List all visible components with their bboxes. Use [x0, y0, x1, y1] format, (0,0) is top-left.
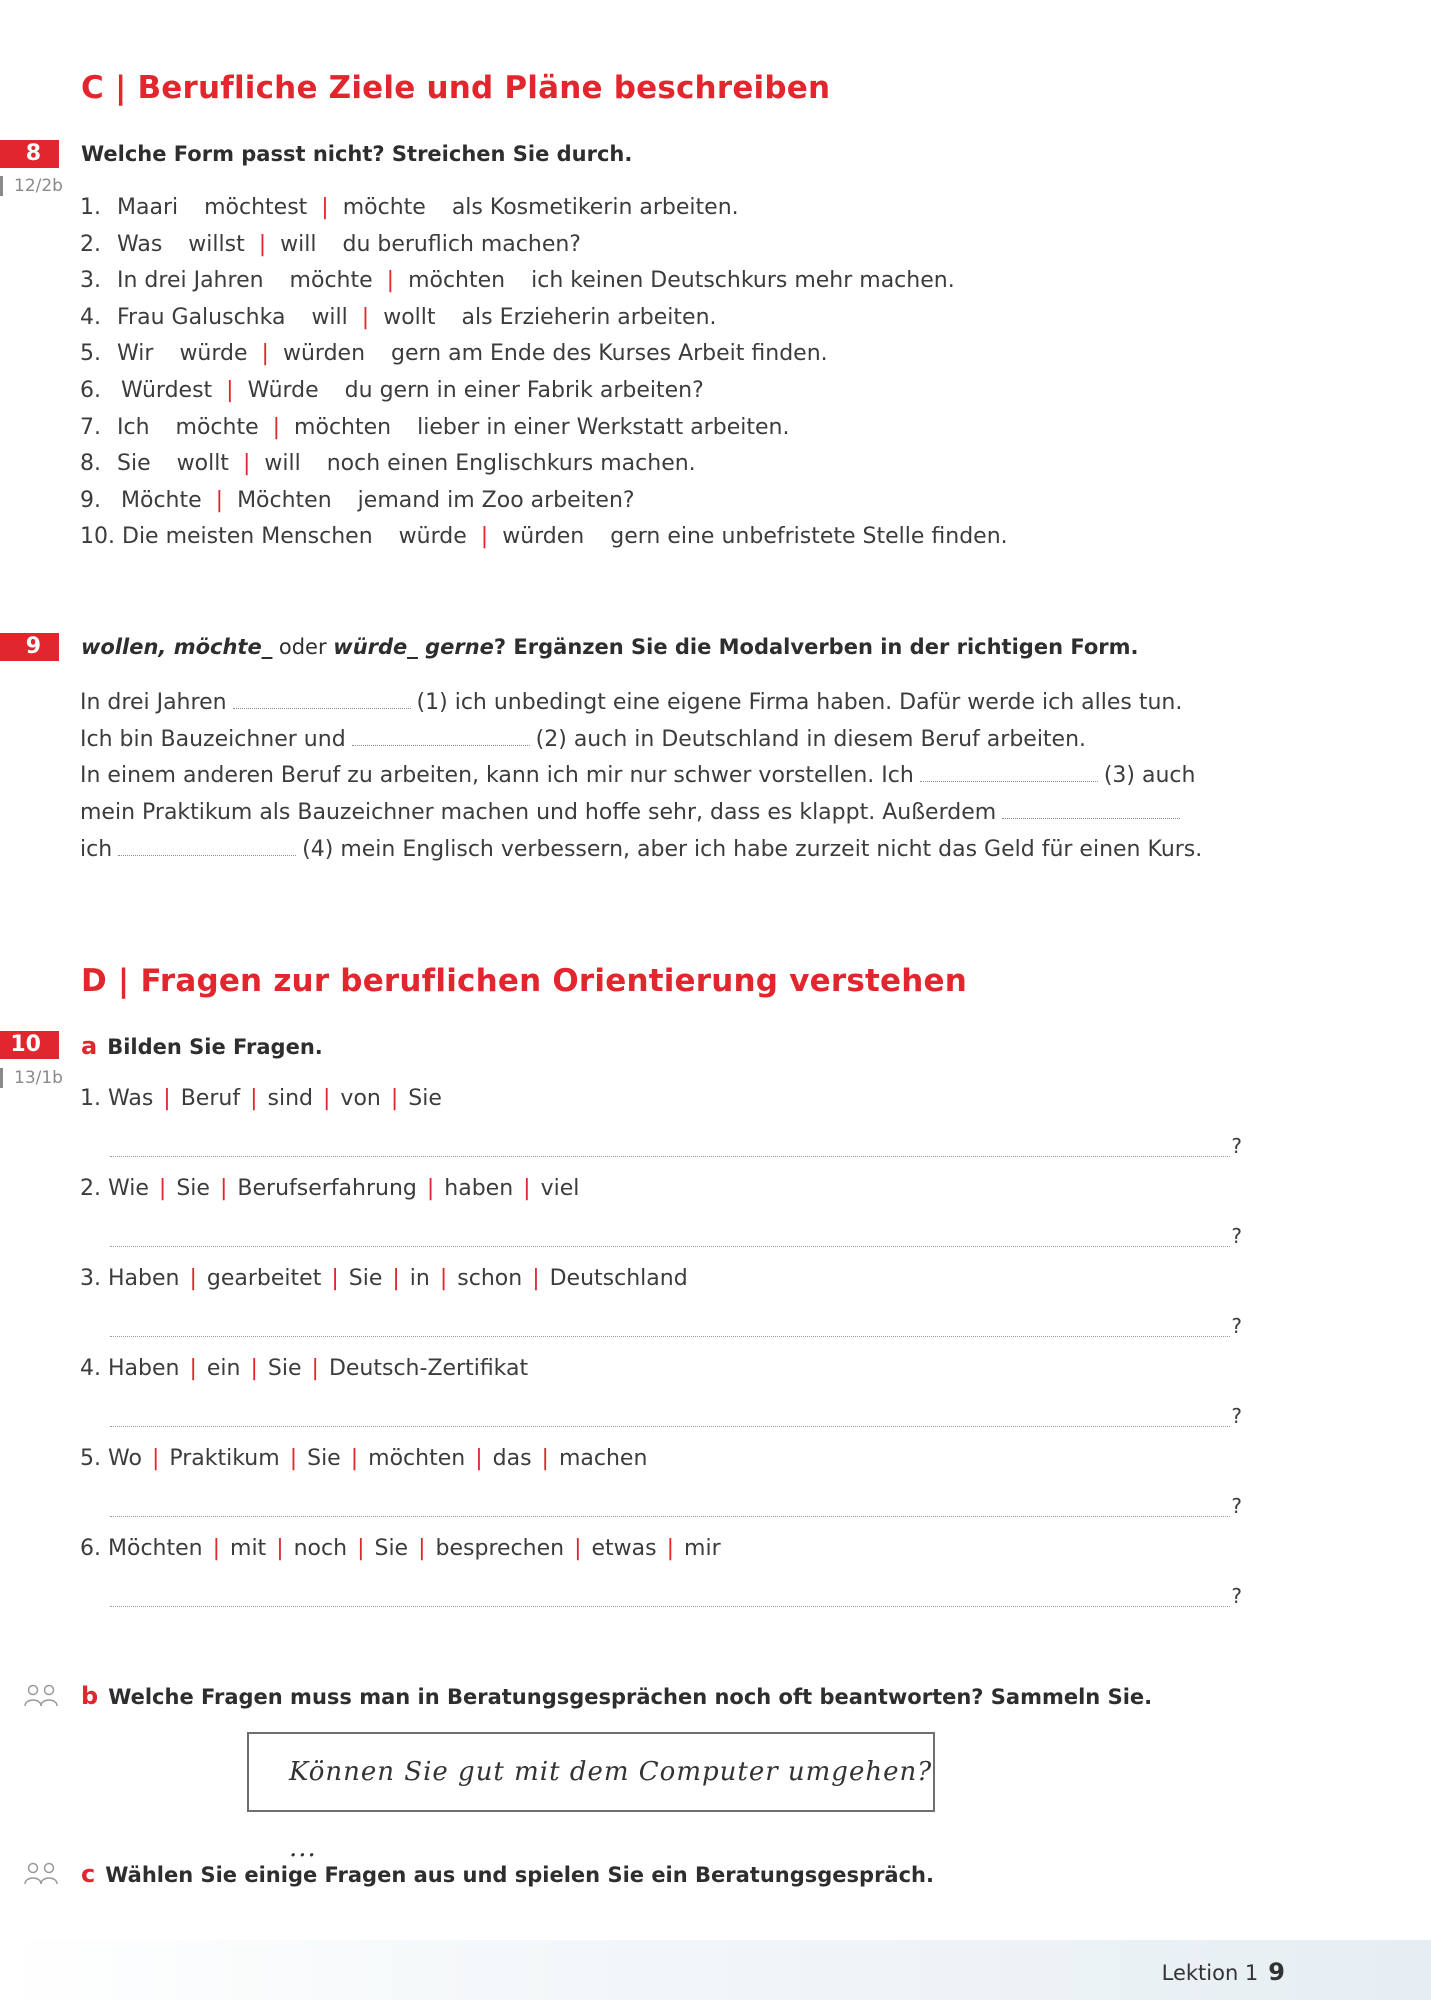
- list-item: 1. Maari möchtest | möchte als Kosmetikerin arbeiten.: [80, 195, 739, 220]
- answer-blank[interactable]: [1002, 798, 1180, 819]
- text-line: mein Praktikum als Bauzeichner machen und hoffe sehr, dass es klappt. Außerdem: [80, 798, 1202, 835]
- list-item: 6. Würdest | Würde du gern in einer Fabrik arbeiten?: [80, 377, 704, 403]
- question-item: 3. Haben | gearbeitet | Sie | in | schon | Deutschland ?: [80, 1266, 1242, 1338]
- option-word[interactable]: willst: [188, 231, 245, 257]
- option-word[interactable]: möchte: [175, 414, 259, 440]
- exercise-9-text: [80, 688, 1202, 871]
- question-item: 4. Haben | ein | Sie | Deutsch-Zertifikat ?: [80, 1356, 1242, 1428]
- option-word[interactable]: Würdest: [121, 377, 213, 403]
- option-word[interactable]: möchten: [408, 268, 506, 294]
- exercise-8-list: [80, 195, 1008, 561]
- answer-blank[interactable]: [233, 688, 411, 709]
- option-word[interactable]: will: [311, 304, 348, 330]
- text-line: In einem anderen Beruf zu arbeiten, kann ich mir nur schwer vorstellen. Ich (3) auch: [80, 763, 1196, 789]
- question-item: 5. Wo | Praktikum | Sie | möchten | das | machen ?: [80, 1446, 1242, 1518]
- option-word[interactable]: würde: [398, 524, 467, 550]
- exercise-10-number: 10: [0, 1031, 59, 1059]
- section-d-title: D | Fragen zur beruflichen Orientierung verstehen: [81, 963, 967, 999]
- answer-blank[interactable]: [352, 725, 530, 746]
- exercise-8-instruction: Welche Form passt nicht? Streichen Sie durch.: [81, 142, 633, 166]
- list-item: 7. Ich möchte | möchten lieber in einer Werkstatt arbeiten.: [80, 414, 790, 440]
- answer-line[interactable]: ?: [110, 1410, 1230, 1427]
- option-word[interactable]: will: [264, 451, 301, 477]
- exercise-9-instruction: wollen, möchte_ oder würde_ gerne? Ergänzen Sie die Modalverben in der richtigen Form.: [81, 635, 1139, 659]
- list-item: 3. In drei Jahren möchte | möchten ich keinen Deutschkurs mehr machen.: [80, 268, 955, 294]
- page-number: 9: [1268, 1958, 1285, 1986]
- answer-line[interactable]: ?: [110, 1320, 1230, 1337]
- answer-blank[interactable]: [118, 835, 296, 856]
- pair-work-icon: [24, 1862, 58, 1886]
- option-word[interactable]: würden: [282, 341, 366, 367]
- option-word[interactable]: möchtest: [204, 195, 308, 220]
- question-item: 1. Was | Beruf | sind | von | Sie ?: [80, 1086, 1242, 1158]
- exercise-8-number: 8: [0, 140, 59, 168]
- example-box: Können Sie gut mit dem Computer umgehen? ...: [247, 1732, 935, 1812]
- text-line: Ich bin Bauzeichner und (2) auch in Deutschland in diesem Beruf arbeiten.: [80, 726, 1087, 752]
- text-line: In drei Jahren (1) ich unbedingt eine eigene Firma haben. Dafür werde ich alles tun.: [80, 690, 1183, 715]
- option-word[interactable]: würden: [502, 524, 585, 550]
- list-item: 9. Möchte | Möchten jemand im Zoo arbeiten?: [80, 487, 635, 513]
- lesson-label: Lektion 1: [1161, 1961, 1259, 1985]
- footer: [1162, 1958, 1285, 1986]
- answer-line[interactable]: ?: [110, 1500, 1230, 1517]
- option-word[interactable]: würde: [179, 341, 248, 367]
- exercise-10a-instruction: a Bilden Sie Fragen.: [81, 1032, 323, 1060]
- option-word[interactable]: möchte: [289, 268, 373, 294]
- question-item: 6. Möchten | mit | noch | Sie | besprechen | etwas | mir ?: [80, 1536, 1242, 1608]
- list-item: 8. Sie wollt | will noch einen Englischkurs machen.: [80, 451, 696, 477]
- answer-line[interactable]: ?: [110, 1140, 1230, 1157]
- exercise-9-number: 9: [0, 633, 59, 661]
- list-item: 4. Frau Galuschka will | wollt als Erzieherin arbeiten.: [80, 304, 717, 330]
- list-item: 5. Wir würde | würden gern am Ende des Kurses Arbeit finden.: [80, 341, 828, 367]
- exercise-10c-instruction: c Wählen Sie einige Fragen aus und spielen Sie ein Beratungsgespräch.: [81, 1860, 934, 1888]
- exercise-8-reference: 12/2b: [0, 176, 63, 196]
- question-item: 2. Wie | Sie | Berufserfahrung | haben | viel ?: [80, 1176, 1242, 1248]
- option-word[interactable]: möchte: [342, 195, 426, 220]
- pair-work-icon: [24, 1684, 58, 1708]
- option-word[interactable]: Würde: [247, 377, 319, 403]
- option-word[interactable]: will: [280, 231, 317, 257]
- option-word[interactable]: wollt: [176, 451, 229, 477]
- section-c-title: C | Berufliche Ziele und Pläne beschreiben: [81, 70, 831, 106]
- option-word[interactable]: wollt: [383, 304, 436, 330]
- option-word[interactable]: Möchten: [237, 487, 332, 513]
- list-item: 10. Die meisten Menschen würde | würden gern eine unbefristete Stelle finden.: [80, 524, 1008, 550]
- exercise-10b-instruction: b Welche Fragen muss man in Beratungsgesprächen noch oft beantworten? Sammeln Sie.: [81, 1682, 1153, 1710]
- option-word[interactable]: möchten: [294, 414, 392, 440]
- exercise-10-reference: 13/1b: [0, 1068, 63, 1088]
- list-item: 2. Was willst | will du beruflich machen?: [80, 231, 581, 257]
- text-line: ich (4) mein Englisch verbessern, aber ich habe zurzeit nicht das Geld für einen Kurs.: [80, 836, 1203, 862]
- option-word[interactable]: Möchte: [121, 487, 202, 513]
- answer-line[interactable]: ?: [110, 1590, 1230, 1607]
- answer-line[interactable]: ?: [110, 1230, 1230, 1247]
- answer-blank[interactable]: [920, 761, 1098, 782]
